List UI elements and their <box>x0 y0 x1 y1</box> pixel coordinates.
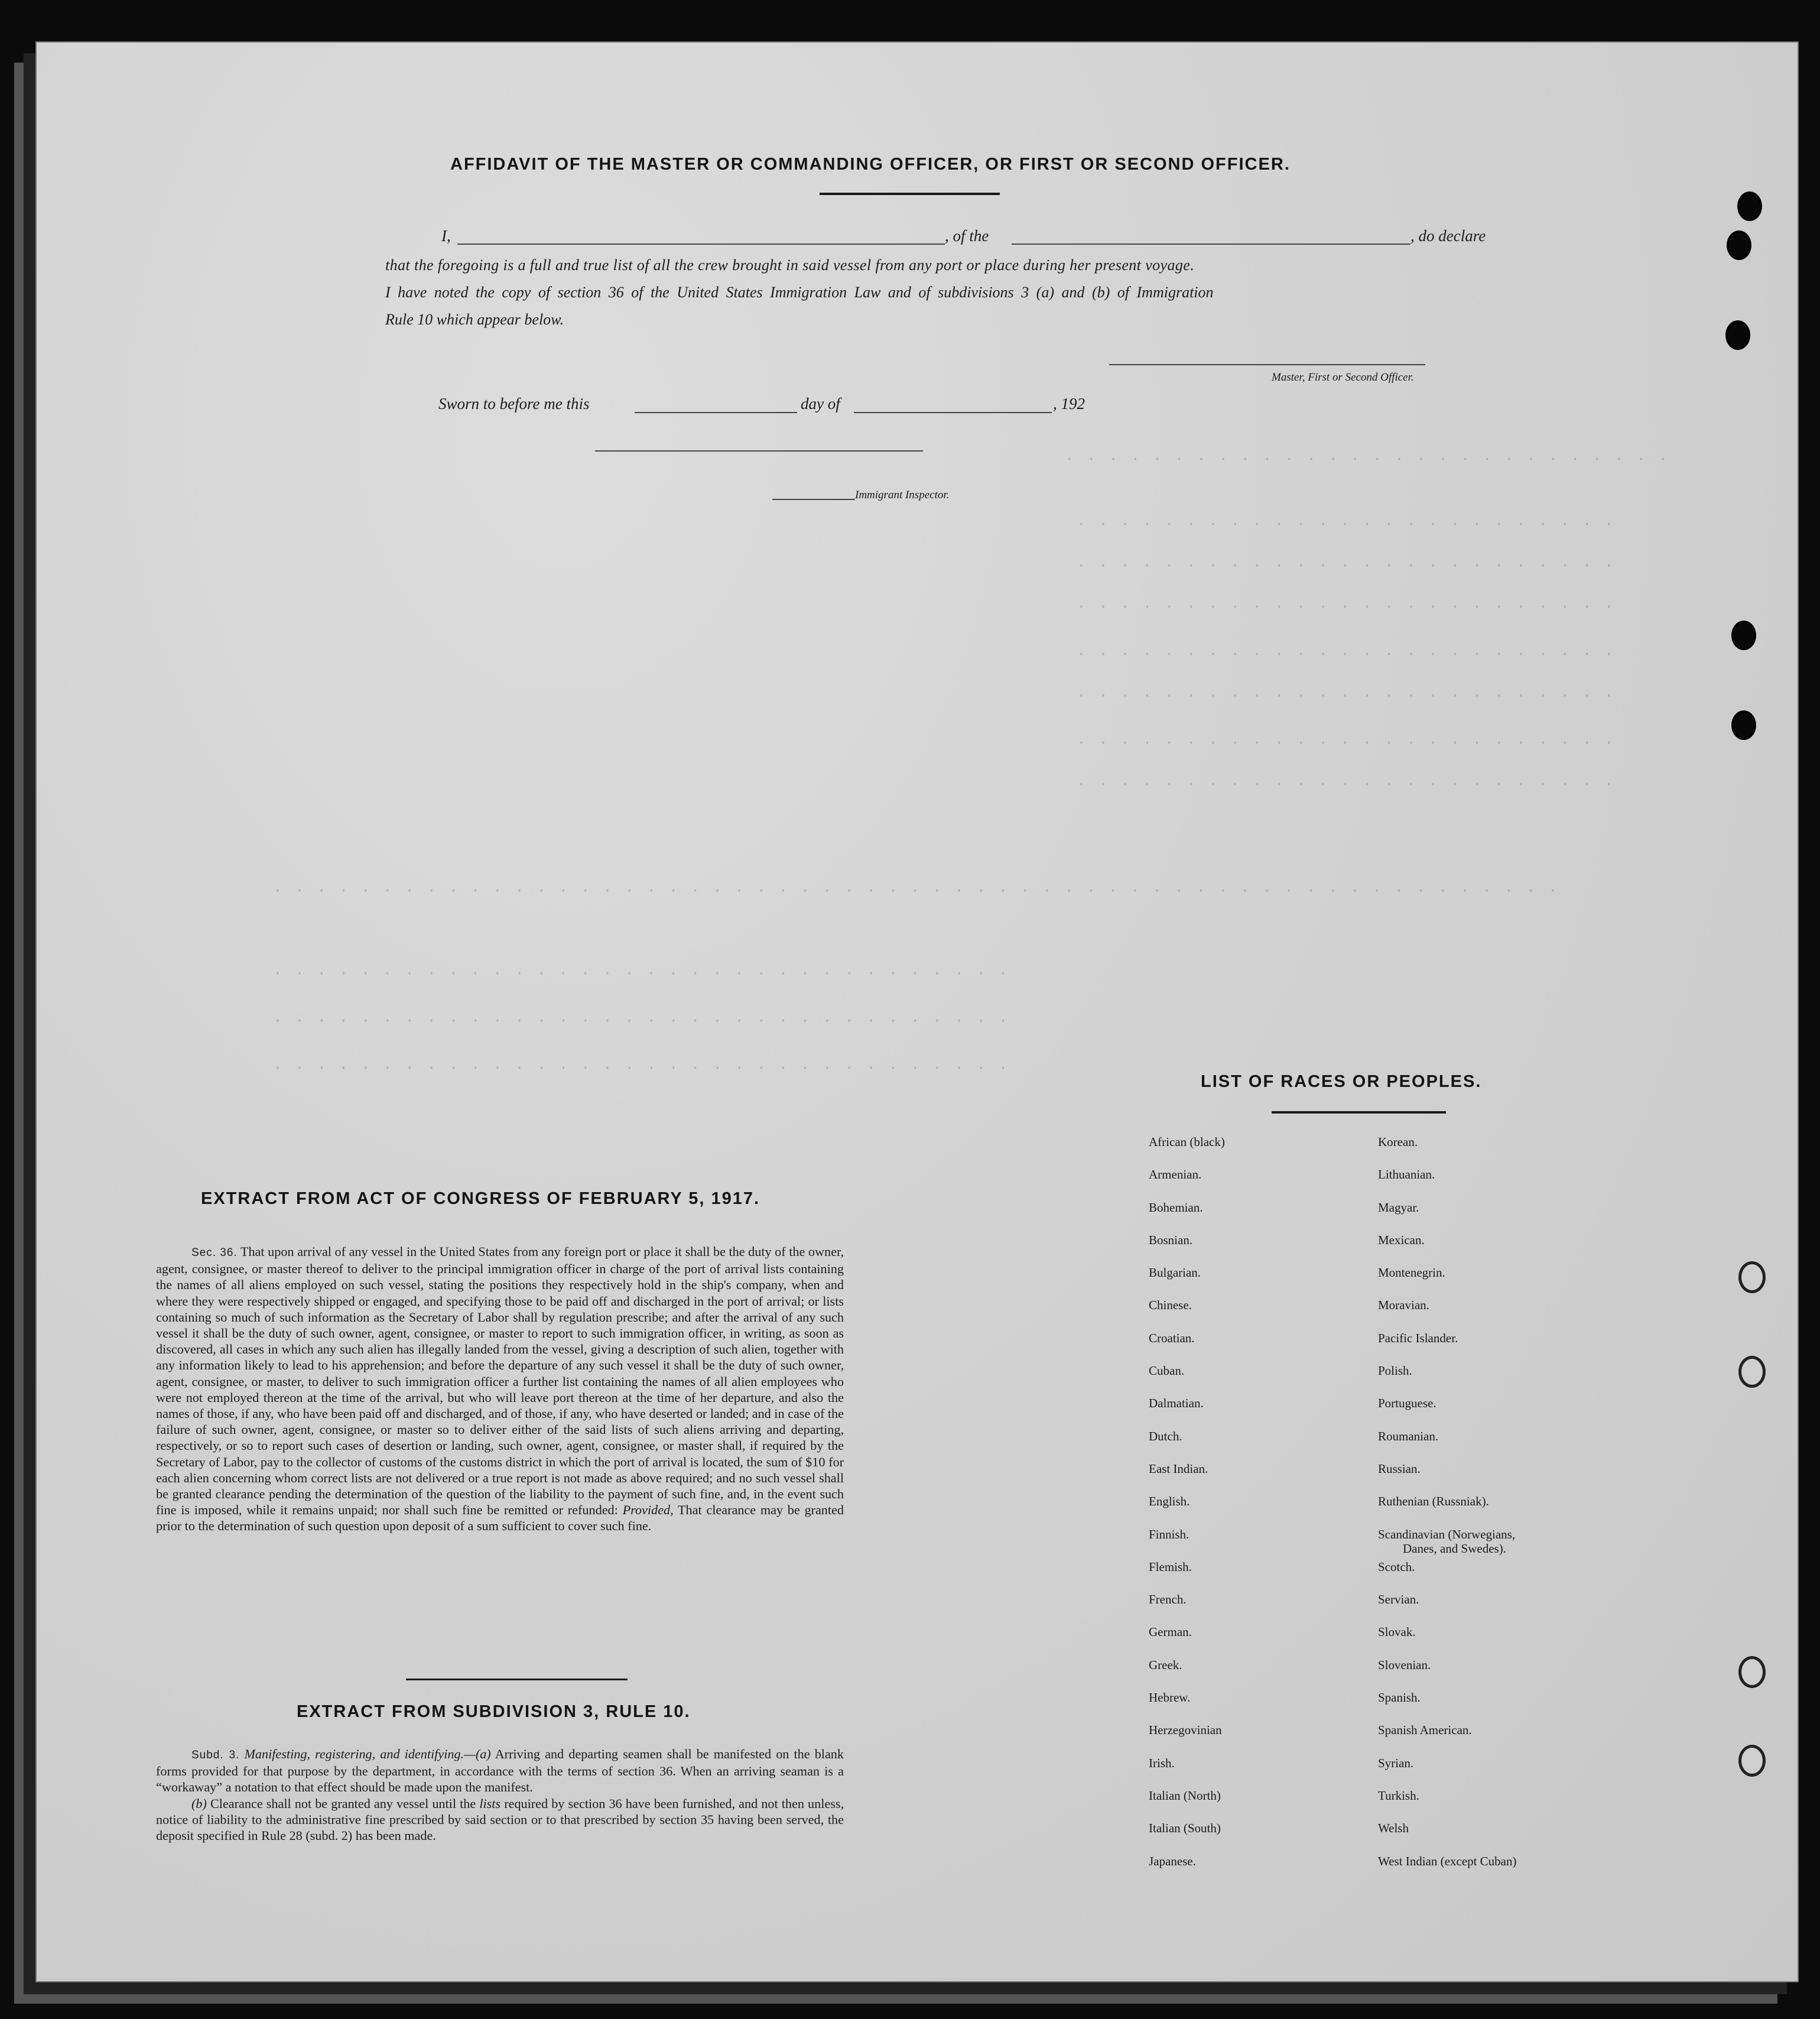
punch-hole <box>1727 231 1751 260</box>
race-item: Greek. <box>1149 1657 1182 1672</box>
race-item: Armenian. <box>1149 1167 1202 1182</box>
race-item: Lithuanian. <box>1378 1167 1435 1182</box>
day-of-label: day of <box>801 395 840 413</box>
race-item: Roumanian. <box>1378 1429 1439 1443</box>
race-item: Turkish. <box>1378 1788 1419 1803</box>
race-item: Japanese. <box>1149 1854 1196 1868</box>
inspector-signature-line[interactable] <box>595 450 923 452</box>
vessel-name-blank[interactable] <box>1012 244 1410 245</box>
subd-3-b-label: (b) <box>191 1796 207 1811</box>
sworn-day-blank[interactable] <box>635 412 797 413</box>
subd-3-para-b: required by section 36 have been furnished, and not then unless, notice of liability to the administrative fine prescribed by said section or to that prescribed by section 35 having been served, the deposit specified in Rule 28 (subd. 2) has been made. <box>156 1796 844 1843</box>
master-signature-caption: Master, First or Second Officer. <box>1272 371 1414 384</box>
sworn-label: Sworn to before me this <box>438 395 590 413</box>
race-item: Herzegovinian <box>1149 1723 1222 1738</box>
race-item: Finnish. <box>1149 1527 1190 1541</box>
race-item: Ruthenian (Russniak). <box>1378 1494 1489 1509</box>
sec-36-body: That upon arrival of any vessel in the United States from any foreign port or place it shall be the duty of the owner, agent, consignee, or master thereof to deliver to the principal immigration officer in charge of the port of arrival lists containing the names of all aliens employed on such vessel, stating the positions they respectively hold in the ship's company, when and where they were respectively shipped or engaged, and specifying those to be paid off and discharged in the port of arrival; or lists containing so much of such information as the Secretary of Labor shall by regulation prescribe; and after the arrival of any such vessel it shall be the duty of such owner, agent, consignee, or master to report to such immigration officer, in writing, as soon as discovered, all cases in which any such alien has illegally landed from the vessel, giving a description of such alien, together with any information likely to lead to his apprehension; and before the departure of any such vessel it shall be the duty of such owner, agent, consignee, or master, to deliver to such immigration officer a further list containing the names of all alien employees who were not employed thereon at the time of the arrival, but who will leave port thereon at the time of her departure, and also the names of those, if any, who have been paid off and discharged, and of those, if any, who have deserted or landed; and in case of the failure of such owner, agent, consignee, or master so to deliver either of the said lists of such aliens arriving and departing, respectively, or so to report such cases of desertion or landing, such owner, agent, consignee, or master shall, if required by the Secretary of Labor, pay to the collector of customs of the customs district in which the port of arrival is located, the sum of $10 for each alien concerning whom correct lists are not delivered or a true report is not made as above required; and no such vessel shall be granted clearance pending the determination of the question of the liability to the payment of such fine, and, in the event such fine is imposed, while it remains unpaid; nor shall such fine be remitted or refunded: <box>156 1244 844 1518</box>
race-item: Slovenian. <box>1378 1657 1431 1672</box>
master-signature-line[interactable] <box>1109 364 1425 365</box>
subd-3-b-pre: Clearance shall not be granted any vessel until the <box>210 1796 476 1811</box>
race-item: Chinese. <box>1149 1298 1192 1313</box>
affidavit-line-4: Rule 10 which appear below. <box>385 311 564 328</box>
affidavit-i-label: I, <box>441 227 451 245</box>
provided-label: Provided, <box>622 1502 674 1518</box>
race-item: Polish. <box>1378 1364 1412 1378</box>
race-item <box>1378 1527 1516 1560</box>
subd-3-label: Subd. 3. <box>191 1749 240 1761</box>
race-item: Montenegrin. <box>1378 1265 1445 1280</box>
subd-3-b-lists: lists <box>479 1796 501 1811</box>
punch-hole <box>1738 1745 1766 1777</box>
race-item: Bohemian. <box>1149 1200 1203 1215</box>
race-item: Scotch. <box>1378 1559 1415 1574</box>
races-left-column <box>1149 1135 1225 1887</box>
races-title-rule <box>1272 1111 1446 1114</box>
sworn-month-blank[interactable] <box>854 412 1052 413</box>
race-item: Croatian. <box>1149 1330 1195 1345</box>
document-page: · · · · · · · · · · · · · · · · · · · · · · · · · · · · · · · · · · · · · · · · · · · · · · · · · · · · · · · · · · · · · · · · · · · · · · · · · · · · · · · · · · · · · · · · · · · · · · · · · · · · · · · · · · · · · · · · · · · · · · · · · · · · · · · · · · · · · · · · · · · · · · · · · · · · · · · · · · · · · · · · · · · · · · · · · · · · · · · · · · · · · · · · · · · · · · · · · · · · · · · · · · · · · · · · · · · · · · · · · · · · · · · · · · · · · · · · · · · · · · · · · · · · · · · · · · · · · · · · · · · · · · · · · · · · · · · · · · · · · · · · · · · · · · · · · · · · · · · · · · · · · · · · · · · · · · · · · · · · · · · · · · · · · · · · · · · · · · · · · · · · · · · · · · · · · · · · · · · · · · · · · · · · AFFIDAVIT OF THE MASTER OR COMMANDING OFFICER, OR FIRST OR SECOND OFFICER. I, , of the , do declare that the foregoing is a full and true list of all the crew brought in said vessel from any port or place during her present voyage. I have noted the copy of section 36 of the United States Immigration Law and of subdivisions 3 (a) and (b) of Immigration Rule 10 which appear below. Master, First or Second Officer. Sworn to before me this day of , 192 Immigrant Inspector. EXTRACT FROM ACT OF CONGRESS OF FEBRUARY 5, 1917. Sec. 36. That upon arrival of any vessel in the United States from any foreign port or place it shall be the duty of the owner, agent, consignee, or master thereof to deliver to the principal immigration officer in charge of the port of arrival lists containing the names of all aliens employed on such vessel, stating the positions they respectively hold in the ship's company, when and where they were respectively shipped or engaged, and specifying those to be paid off and discharged in the port of arrival; or lists containing so much of such information as the Secretary of Labor shall by regulation prescribe; and after the arrival of any such vessel it shall be the duty of such owner, agent, consignee, or master to report to such immigration officer, in writing, as soon as discovered, all cases in which any such alien has illegally landed from the vessel, giving a description of such alien, together with any information likely to lead to his apprehension; and before the departure of any such vessel it shall be the duty of such owner, agent, consignee, or master, to deliver to such immigration officer a further list containing the names of all alien employees who were not employed thereon at the time of the arrival, but who will leave port thereon at the time of her departure, and also the names of those, if any, who have been paid off and discharged, and of those, if any, who have deserted or landed; and in case of the failure of such owner, agent, consignee, or master so to deliver either of the said lists of such aliens arriving and departing, respectively, or so to report such cases of desertion or landing, such owner, agent, consignee, or master shall, if required by the Secretary of Labor, pay to the collector of customs of the customs district in which the port of arrival is located, the sum of $10 for each alien concerning whom correct lists are not delivered or a true report is not made as above required; and no such vessel shall be granted clearance pending the determination of the question of the liability to the payment of such fine, and, in the event such fine is imposed, while it remains unpaid; nor shall such fine be remitted or refunded: Provided, That clearance may be granted prior to the determination of such question upon deposit of a sum sufficient to cover such fine. EXTRACT FROM SUBDIVISION 3, RULE 10. Subd. 3. Manifesting, registering, and identifying.—(a) Arriving and departing seamen shall be manifested on the blank forms provided for that purpose by the department, in accordance with the terms of section 36. When an arriving seaman is a “workaway” a notation to that effect should be made upon the manifest. (b) Clearance shall not be granted any vessel until the lists required by section 36 have been furnished, and not then unless, notice of liability to the administrative fine prescribed by said section or to that prescribed by section 35 having been served, the deposit specified in Rule 28 (subd. 2) has been made. LIST OF RACES OR PEOPLES. African (black) Armenian. Bohemian. Bosnian. Bulgarian. Chinese. Croatian. Cuban. Dalmatian. Dutch. East Indian. English. Finnish. Flemish. French. German. Greek. Hebrew. Herzegovinian Irish. Italian (North) Italian (South) Japanese. Korean. Lithuanian. Magyar. Mexican. Montenegrin. Moravian. Pacific Islander. Polish. Portuguese. Roumanian. Russian. Ruthenian (Russniak). Scandinavian (Norwegians, Danes, and Swedes). Scotch. Servian. Slovak. Slovenian. Spanish. Spanish American. Syrian. Turkish. Welsh West Indian (except Cuban) <box>35 41 1799 1982</box>
race-item: Servian. <box>1378 1592 1419 1607</box>
affidavit-title-rule <box>820 193 1000 195</box>
year-label: , 192 <box>1053 395 1085 413</box>
inspector-caption: Immigrant Inspector. <box>855 489 950 501</box>
races-right-column <box>1378 1135 1516 1887</box>
races-title: LIST OF RACES OR PEOPLES. <box>1201 1072 1482 1091</box>
race-item: Mexican. <box>1378 1232 1425 1247</box>
race-item: Korean. <box>1378 1135 1418 1149</box>
sec-36-label: Sec. 36. <box>191 1247 238 1259</box>
affidavit-line-2: that the foregoing is a full and true list of all the crew brought in said vessel from any port or place during her present voyage. <box>385 257 1195 274</box>
act-extract-title: EXTRACT FROM ACT OF CONGRESS OF FEBRUARY 5, 1917. <box>201 1189 760 1208</box>
race-item: Irish. <box>1149 1755 1175 1770</box>
race-item: Hebrew. <box>1149 1690 1191 1705</box>
affidavit-of-the-label: , of the <box>945 227 989 245</box>
race-item: Italian (North) <box>1149 1788 1221 1803</box>
subd-3-para-a: Arriving and departing seamen shall be manifested on the blank forms provided for that purpose by the department, in accordance with the terms of section 36. When an arriving seaman is a “workaway” a notation to that effect should be made upon the manifest. <box>156 1747 844 1795</box>
act-section-36-text <box>156 1244 844 1534</box>
race-item: Spanish American. <box>1378 1723 1472 1738</box>
race-item: Italian (South) <box>1149 1821 1221 1836</box>
affidavit-line-3: I have noted the copy of section 36 of the United States Immigration Law and of subdivisions 3 (a) and (b) of Immigration <box>385 284 1214 301</box>
affidavit-title: AFFIDAVIT OF THE MASTER OR COMMANDING OFFICER, OR FIRST OR SECOND OFFICER. <box>450 155 1291 174</box>
race-item: Dutch. <box>1149 1429 1182 1443</box>
punch-hole <box>1737 191 1762 221</box>
punch-hole <box>1725 320 1750 350</box>
punch-hole <box>1731 710 1756 740</box>
race-item: German. <box>1149 1625 1192 1640</box>
affidavit-do-declare: , do declare <box>1410 227 1486 245</box>
rule-extract-title: EXTRACT FROM SUBDIVISION 3, RULE 10. <box>297 1702 691 1721</box>
punch-hole <box>1731 621 1756 650</box>
inspector-short-line <box>772 499 855 500</box>
punch-hole <box>1738 1656 1766 1688</box>
sec-36-end: That clearance may be granted prior to the determination of such question upon deposit of a sum sufficient to cover such fine. <box>156 1502 844 1534</box>
race-item: Flemish. <box>1149 1559 1192 1574</box>
race-item: Cuban. <box>1149 1364 1185 1378</box>
race-item: Bulgarian. <box>1149 1265 1201 1280</box>
race-item: Welsh <box>1378 1821 1409 1836</box>
race-item: Portuguese. <box>1378 1396 1436 1411</box>
punch-hole <box>1738 1261 1766 1293</box>
race-item: African (black) <box>1149 1135 1225 1149</box>
race-item: East Indian. <box>1149 1461 1208 1476</box>
race-item: Dalmatian. <box>1149 1396 1204 1411</box>
race-item-scandinavian: Scandinavian (Norwegians, <box>1378 1527 1516 1541</box>
race-item: Moravian. <box>1378 1298 1429 1313</box>
race-item: English. <box>1149 1494 1190 1509</box>
rule-subd-3-text <box>156 1746 844 1843</box>
race-item: Pacific Islander. <box>1378 1330 1458 1345</box>
race-item: West Indian (except Cuban) <box>1378 1854 1517 1868</box>
race-item: Russian. <box>1378 1461 1421 1476</box>
race-item: French. <box>1149 1592 1187 1607</box>
race-item: Syrian. <box>1378 1755 1414 1770</box>
subd-3-heading: Manifesting, registering, and identifying.—(a) <box>244 1747 491 1761</box>
race-item: Bosnian. <box>1149 1232 1193 1247</box>
race-item: Spanish. <box>1378 1690 1421 1705</box>
race-item: Slovak. <box>1378 1625 1416 1640</box>
race-item-scandinavian-cont: Danes, and Swedes). <box>1403 1541 1506 1556</box>
race-item: Magyar. <box>1378 1200 1419 1215</box>
punch-hole <box>1738 1356 1766 1388</box>
act-divider-rule <box>406 1679 628 1680</box>
master-name-blank[interactable] <box>457 244 945 245</box>
